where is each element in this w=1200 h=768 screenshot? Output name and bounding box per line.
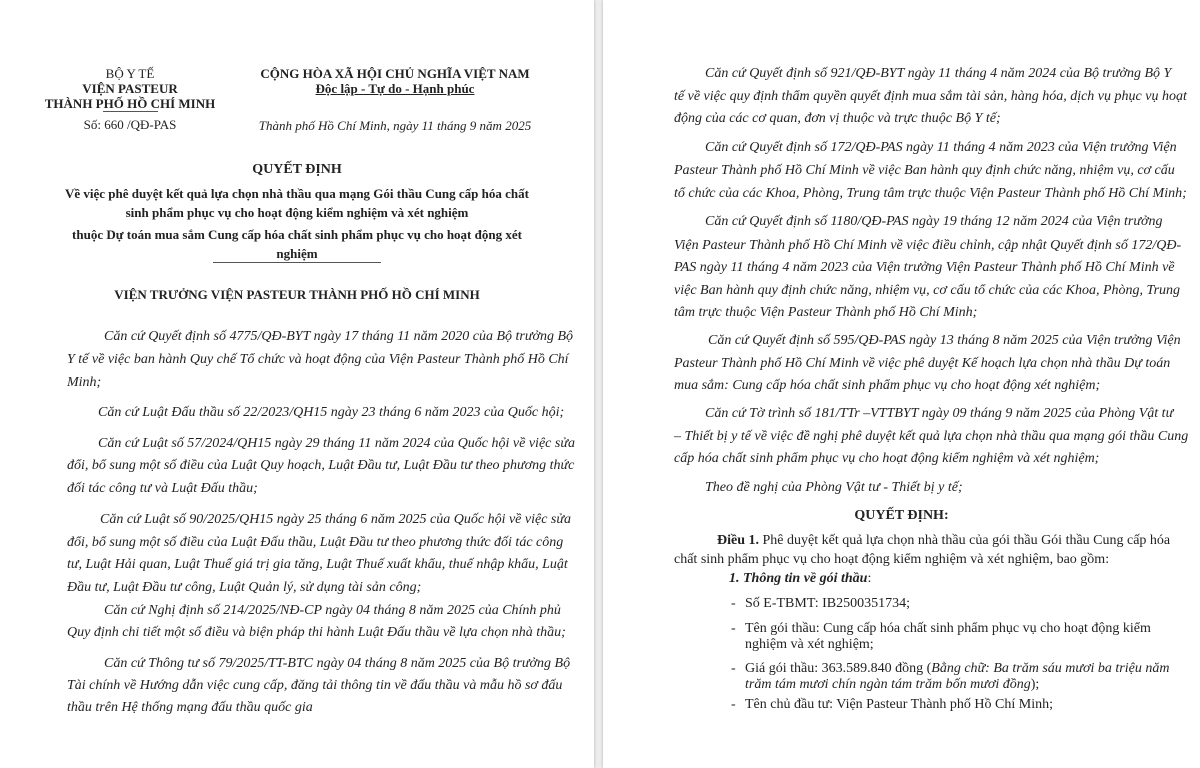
basis-line: Căn cứ Quyết định số 4775/QĐ-BYT ngày 17 tháng 11 năm 2020 của Bộ trưởng Bộ bbox=[104, 329, 574, 344]
list-item: nghiệm và xét nghiệm; bbox=[745, 637, 874, 652]
document-number: Số: 660 /QĐ-PAS bbox=[83, 117, 177, 132]
basis-line: tư, Luật Hải quan, Luật Thuế giá trị gia tăng, Luật Thuế xuất khẩu, thuế nhập khẩu, Luật bbox=[67, 557, 568, 572]
basis-line: Căn cứ Quyết định số 921/QĐ-BYT ngày 11 tháng 4 năm 2024 của Bộ trưởng Bộ Y bbox=[705, 66, 1172, 81]
basis-line: Căn cứ Tờ trình số 181/TTr –VTTBYT ngày 09 tháng 9 năm 2025 của Phòng Vật tư bbox=[705, 406, 1174, 421]
decision-heading: QUYẾT ĐỊNH: bbox=[854, 508, 949, 523]
basis-line: việc Ban hành quy định chức năng, nhiệm vụ, cơ cấu tổ chức của các Khoa, Phòng, Trung bbox=[674, 283, 1181, 298]
basis-line: Căn cứ Quyết định số 1180/QĐ-PAS ngày 19 tháng 12 năm 2024 của Viện trưởng bbox=[705, 214, 1163, 229]
document-title: QUYẾT ĐỊNH bbox=[252, 162, 342, 177]
basis-line: đổi, bổ sung một số điều của Luật Quy hoạch, Luật Đầu tư, Luật Đầu tư theo phương thức bbox=[67, 458, 575, 473]
section-1-title: 1. Thông tin về gói thầu: bbox=[729, 571, 872, 586]
basis-line: Căn cứ Quyết định số 595/QĐ-PAS ngày 13 tháng 8 năm 2025 của Viện trưởng Viện bbox=[708, 333, 1181, 348]
basis-line: Căn cứ Luật Đấu thầu số 22/2023/QH15 ngày 23 tháng 6 năm 2023 của Quốc hội; bbox=[98, 405, 565, 420]
article-1-line: chất sinh phẩm phục vụ cho hoạt động kiểm nghiệm và xét nghiệm, bao gồm: bbox=[674, 552, 1110, 567]
subject-underline bbox=[213, 262, 381, 263]
list-item: Giá gói thầu: 363.589.840 đồng (Bằng chữ: Ba trăm sáu mươi ba triệu năm bbox=[745, 661, 1170, 676]
national-header: CỘNG HÒA XÃ HỘI CHỦ NGHĨA VIỆT NAM Độc lập - Tự do - Hạnh phúc bbox=[260, 66, 530, 96]
basis-line: Căn cứ Luật số 57/2024/QH15 ngày 29 tháng 11 năm 2024 của Quốc hội về việc sửa bbox=[98, 436, 575, 451]
bullet-dash: - bbox=[731, 596, 736, 611]
list-item: Tên gói thầu: Cung cấp hóa chất sinh phẩm phục vụ cho hoạt động kiểm bbox=[745, 621, 1151, 636]
place-date: Thành phố Hồ Chí Minh, ngày 11 tháng 9 năm 2025 bbox=[258, 118, 532, 133]
basis-line: PAS ngày 11 tháng 4 năm 2023 của Viện trưởng Viện Pasteur Thành phố Hồ Chí Minh về bbox=[674, 260, 1175, 275]
issuing-authority: VIỆN TRƯỞNG VIỆN PASTEUR THÀNH PHỐ HỒ CHÍ MINH bbox=[114, 287, 480, 302]
bullet-dash: - bbox=[731, 697, 736, 712]
basis-line: đổi, bổ sung một số điều của Luật Đấu thầu, Luật Đầu tư theo phương thức đối tác công bbox=[67, 535, 564, 550]
basis-line: đối tác công tư và Luật Đấu thầu; bbox=[67, 481, 258, 496]
basis-line: Pasteur Thành phố Hồ Chí Minh về việc Ban hành quy định chức năng, nhiệm vụ, cơ cấu bbox=[674, 163, 1175, 178]
basis-line: mua sắm: Cung cấp hóa chất sinh phẩm phục vụ cho hoạt động xét nghiệm; bbox=[674, 378, 1101, 393]
basis-line: – Thiết bị y tế về việc đề nghị phê duyệt kết quả lựa chọn nhà thầu qua mạng gói thầu Cung bbox=[674, 429, 1189, 444]
basis-line: Y tế về việc ban hành Quy chế Tổ chức và hoạt động của Viện Pasteur Thành phố Hồ Chí bbox=[67, 352, 569, 367]
basis-line: cấp hóa chất sinh phẩm phục vụ cho hoạt động kiểm nghiệm và xét nghiệm; bbox=[674, 451, 1100, 466]
basis-line: Căn cứ Luật số 90/2025/QH15 ngày 25 tháng 6 năm 2025 của Quốc hội về việc sửa bbox=[100, 512, 571, 527]
basis-line: Minh; bbox=[67, 375, 102, 390]
issuing-agency: BỘ Y TẾ VIỆN PASTEUR THÀNH PHỐ HỒ CHÍ MINH bbox=[44, 66, 216, 111]
basis-line: Đầu tư, Luật Đầu tư công, Luật Quản lý, sử dụng tài sản công; bbox=[67, 580, 422, 595]
agency-underline bbox=[103, 111, 158, 112]
list-item: trăm tám mươi chín ngàn tám trăm bốn mươi đồng); bbox=[745, 677, 1040, 692]
basis-line: Quy định chi tiết một số điều và biện pháp thi hành Luật Đấu thầu về lựa chọn nhà thầu; bbox=[67, 625, 566, 640]
article-1-line: Điều 1. Phê duyệt kết quả lựa chọn nhà thầu của gói thầu Gói thầu Cung cấp hóa bbox=[717, 533, 1171, 548]
list-item: Tên chủ đầu tư: Viện Pasteur Thành phố Hồ Chí Minh; bbox=[745, 697, 1053, 712]
basis-line: tâm trực thuộc Viện Pasteur Thành phố Hồ Chí Minh; bbox=[674, 305, 978, 320]
basis-line: Căn cứ Quyết định số 172/QĐ-PAS ngày 11 tháng 4 năm 2023 của Viện trưởng Viện bbox=[705, 140, 1177, 155]
basis-line: Căn cứ Nghị định số 214/2025/NĐ-CP ngày 04 tháng 8 năm 2025 của Chính phủ bbox=[104, 603, 561, 618]
basis-line: Theo đề nghị của Phòng Vật tư - Thiết bị y tế; bbox=[705, 480, 963, 495]
article-1-label: Điều 1. bbox=[717, 533, 759, 548]
bullet-dash: - bbox=[731, 661, 736, 676]
basis-line: Căn cứ Thông tư số 79/2025/TT-BTC ngày 04 tháng 8 năm 2025 của Bộ trưởng Bộ bbox=[104, 656, 571, 671]
basis-line: tổ chức của các Khoa, Phòng, Trung tâm trực thuộc Viện Pasteur Thành phố Hồ Chí Minh; bbox=[674, 186, 1187, 201]
page-1 bbox=[0, 0, 594, 768]
basis-line: Viện Pasteur Thành phố Hồ Chí Minh về việc điều chỉnh, cập nhật Quyết định số 172/QĐ- bbox=[674, 238, 1182, 253]
basis-line: Pasteur Thành phố Hồ Chí Minh về việc phê duyệt Kế hoạch lựa chọn nhà thầu Dự toán bbox=[674, 356, 1171, 371]
basis-line: tế về việc quy định thẩm quyền quyết định mua sắm tài sản, hàng hóa, dịch vụ phục vụ hoạt bbox=[674, 89, 1187, 104]
list-item: Số E-TBMT: IB2500351734; bbox=[745, 596, 910, 611]
page-2 bbox=[603, 0, 1200, 768]
basis-line: động của các cơ quan, đơn vị thuộc và trực thuộc Bộ Y tế; bbox=[674, 111, 1001, 126]
document-subject: Về việc phê duyệt kết quả lựa chọn nhà thầu qua mạng Gói thầu Cung cấp hóa chất sinh phẩm phục vụ cho hoạt động kiểm nghiệm và xét nghiệm thuộc Dự toán mua sắm Cung cấp hóa chất sinh phẩm phục vụ cho hoạt động xét nghiệm bbox=[65, 186, 529, 261]
bullet-dash: - bbox=[731, 621, 736, 636]
basis-line: Tài chính về Hướng dẫn việc cung cấp, đăng tải thông tin về đấu thầu và mẫu hồ sơ đấu bbox=[67, 678, 563, 693]
basis-line: thầu trên Hệ thống mạng đấu thầu quốc gia bbox=[67, 700, 313, 715]
